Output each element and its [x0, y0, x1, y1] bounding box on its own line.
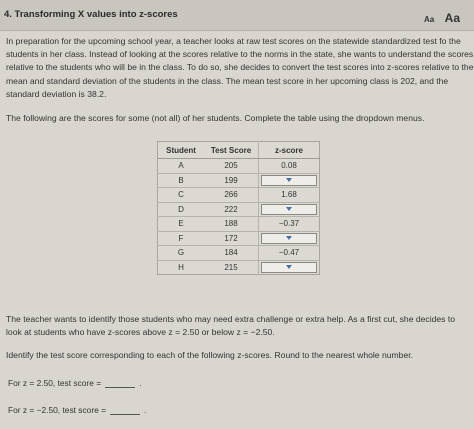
header-z-score: z-score	[259, 142, 320, 159]
student-cell: F	[158, 231, 205, 246]
score-cell: 188	[204, 217, 259, 232]
score-cell: 222	[204, 202, 259, 217]
z-score-cell	[259, 202, 320, 217]
table-row	[158, 159, 320, 174]
chevron-down-icon	[286, 178, 292, 182]
rounding-instruction: Identify the test score corresponding to each of the following z-scores. Round to the nearest whole number.	[6, 350, 414, 360]
zscore-table	[157, 141, 320, 275]
student-cell: B	[158, 173, 205, 188]
header-student: Student	[158, 142, 205, 159]
z-score-dropdown[interactable]	[261, 204, 317, 215]
z-score-cell	[259, 260, 320, 275]
table-row	[158, 202, 320, 217]
z-score-cell	[259, 173, 320, 188]
z-score-cell: −0.47	[259, 246, 320, 261]
font-size-large-button[interactable]: Aa	[444, 11, 460, 25]
test-score-input[interactable]	[110, 405, 140, 415]
student-cell: C	[158, 188, 205, 203]
table-instruction: The following are the scores for some (not all) of her students. Complete the table using the dropdown menus.	[6, 113, 425, 123]
z-score-cell: 1.68	[259, 188, 320, 203]
score-cell: 266	[204, 188, 259, 203]
student-cell: A	[158, 159, 205, 174]
header-test-score: Test Score	[204, 142, 259, 159]
font-size-controls	[424, 9, 460, 27]
score-cell: 215	[204, 260, 259, 275]
z-score-cell	[259, 231, 320, 246]
student-cell: G	[158, 246, 205, 261]
z-score-dropdown[interactable]	[261, 233, 317, 244]
answer-row: For z = −2.50, test score = .	[8, 405, 147, 415]
score-cell: 184	[204, 246, 259, 261]
table-header-row	[158, 142, 320, 159]
table-row	[158, 188, 320, 203]
chevron-down-icon	[286, 207, 292, 211]
student-cell: H	[158, 260, 205, 275]
font-size-small-button[interactable]: Aa	[423, 15, 435, 24]
chevron-down-icon	[286, 236, 292, 240]
answer-label: For z = −2.50, test score =	[8, 405, 106, 415]
score-cell: 199	[204, 173, 259, 188]
extra-help-paragraph: The teacher wants to identify those students who may need extra challenge or extra help. As a first cut, she decides to look at students who have z-scores above z = 2.50 or below z = −2.50.	[6, 314, 456, 338]
table-row	[158, 173, 320, 188]
z-score-cell: 0.08	[259, 159, 320, 174]
question-title: 4. Transforming X values into z-scores	[4, 9, 178, 20]
score-cell: 172	[204, 231, 259, 246]
z-score-cell: −0.37	[259, 217, 320, 232]
table-row	[158, 260, 320, 275]
score-cell: 205	[204, 159, 259, 174]
student-cell: E	[158, 217, 205, 232]
table-row	[158, 217, 320, 232]
student-cell: D	[158, 202, 205, 217]
question-header	[0, 0, 474, 31]
test-score-input[interactable]	[105, 378, 135, 388]
z-score-dropdown[interactable]	[261, 262, 317, 273]
intro-paragraph: In preparation for the upcoming school year, a teacher looks at raw test scores on the statewide standardized test fo the students in her class. Instead of looking at the scores relative to the norms in the state, she wants to understand the scores relative to the students who will be in the class. To do so, she decides to convert the test scores into z-scores relative to the mean and standard deviation of the students in the class. The mean test score in her upcoming class is 202, and the standard deviation is 38.2.	[6, 36, 474, 99]
answer-row: For z = 2.50, test score = .	[8, 378, 142, 388]
table-row	[158, 231, 320, 246]
z-score-dropdown[interactable]	[261, 175, 317, 186]
chevron-down-icon	[286, 265, 292, 269]
answer-label: For z = 2.50, test score =	[8, 378, 102, 388]
table-row	[158, 246, 320, 261]
